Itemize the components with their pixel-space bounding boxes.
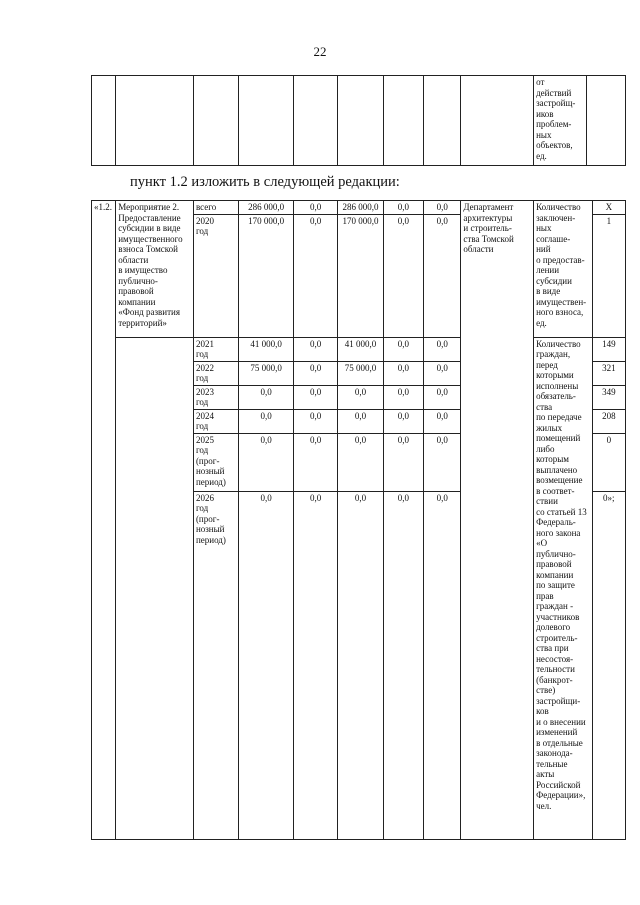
value-cell: 0,0 [424,385,461,409]
value-cell: 0,0 [383,337,423,361]
empty-cell [424,76,461,166]
value-cell: 0,0 [293,491,337,839]
value-cell: 0,0 [293,201,337,215]
empty-cell [239,76,294,166]
period-cell: всего [193,201,238,215]
value-cell: 41 000,0 [338,337,383,361]
empty-cell [586,76,625,166]
indicator-value: 349 [592,385,625,409]
indicator-value: 0»; [592,491,625,839]
value-cell: 0,0 [293,433,337,491]
value-cell: 0,0 [239,409,294,433]
indicator-name: Количество граждан, перед которыми исполнены обязатель- ства по передаче жилых помещений либо которым выплачено возмещение в соответ- ствии со статьей 13 Федераль- ного закона «О публично- правовой компании по защите прав граждан - участников долевого строитель- ства при несостоя- тельности (банкрот- стве) застройщи- ков и о внесении изменений в отдельные законода- тельные акты Российской Федерации», чел. [534,337,593,839]
period-cell: 2024 год [193,409,238,433]
value-cell: 0,0 [383,214,423,337]
value-cell: 0,0 [338,385,383,409]
value-cell: 0,0 [383,409,423,433]
value-cell: 0,0 [424,433,461,491]
value-cell: 41 000,0 [239,337,294,361]
table-row [92,201,626,215]
empty-cell [338,76,383,166]
empty-cell [383,76,423,166]
indicator-value: 208 [592,409,625,433]
value-cell: 286 000,0 [239,201,294,215]
empty-cell [193,76,238,166]
period-cell: 2025 год (прог- нозный период) [193,433,238,491]
value-cell: 0,0 [338,433,383,491]
value-cell: 0,0 [383,201,423,215]
empty-cell [92,76,116,166]
value-cell: 0,0 [293,409,337,433]
indicator-name: Количество заключен- ных соглаше- ний о предостав- лении субсидии в виде имуществен- ного взноса, ед. [534,201,593,338]
value-cell: 0,0 [424,361,461,385]
value-cell: 0,0 [293,361,337,385]
value-cell: 0,0 [424,201,461,215]
value-cell: 0,0 [338,409,383,433]
value-cell: 0,0 [424,214,461,337]
value-cell: 0,0 [424,409,461,433]
event-name: Мероприятие 2. Предоставление субсидии в виде имущественного взноса Томской области в имущество публично- правовой компании «Фонд развития территорий» [116,201,194,338]
indicator-value: 1 [592,214,625,337]
value-cell: 0,0 [383,491,423,839]
value-cell: 0,0 [293,337,337,361]
period-cell: 2020 год [193,214,238,337]
empty-cell [116,76,194,166]
value-cell: 0,0 [239,433,294,491]
indicator-name-continuation: от действий застройщ- иков проблем- ных объектов, ед. [534,76,586,166]
value-cell: 0,0 [293,385,337,409]
period-cell: 2022 год [193,361,238,385]
item-number: «1.2. [92,201,116,840]
value-cell: 0,0 [424,337,461,361]
indicator-value: 321 [592,361,625,385]
empty-cell [116,337,194,839]
value-cell: 0,0 [338,491,383,839]
value-cell: 0,0 [424,491,461,839]
empty-cell [293,76,337,166]
value-cell: 0,0 [293,214,337,337]
value-cell: 0,0 [383,385,423,409]
value-cell: 286 000,0 [338,201,383,215]
empty-cell [461,76,534,166]
value-cell: 170 000,0 [239,214,294,337]
value-cell: 0,0 [383,361,423,385]
period-cell: 2026 год (прог- нозный период) [193,491,238,839]
value-cell: 170 000,0 [338,214,383,337]
previous-table-fragment [91,75,626,166]
indicator-value: 0 [592,433,625,491]
value-cell: 0,0 [383,433,423,491]
amendment-paragraph: пункт 1.2 изложить в следующей редакции: [130,174,400,190]
table-row [92,337,626,361]
indicator-value: X [592,201,625,215]
executor-name: Департамент архитектуры и строитель- ства Томской области [461,201,534,840]
period-cell: 2021 год [193,337,238,361]
value-cell: 0,0 [239,491,294,839]
value-cell: 75 000,0 [338,361,383,385]
value-cell: 75 000,0 [239,361,294,385]
period-cell: 2023 год [193,385,238,409]
page-number: 22 [313,44,327,59]
program-table [91,200,626,840]
indicator-value: 149 [592,337,625,361]
value-cell: 0,0 [239,385,294,409]
